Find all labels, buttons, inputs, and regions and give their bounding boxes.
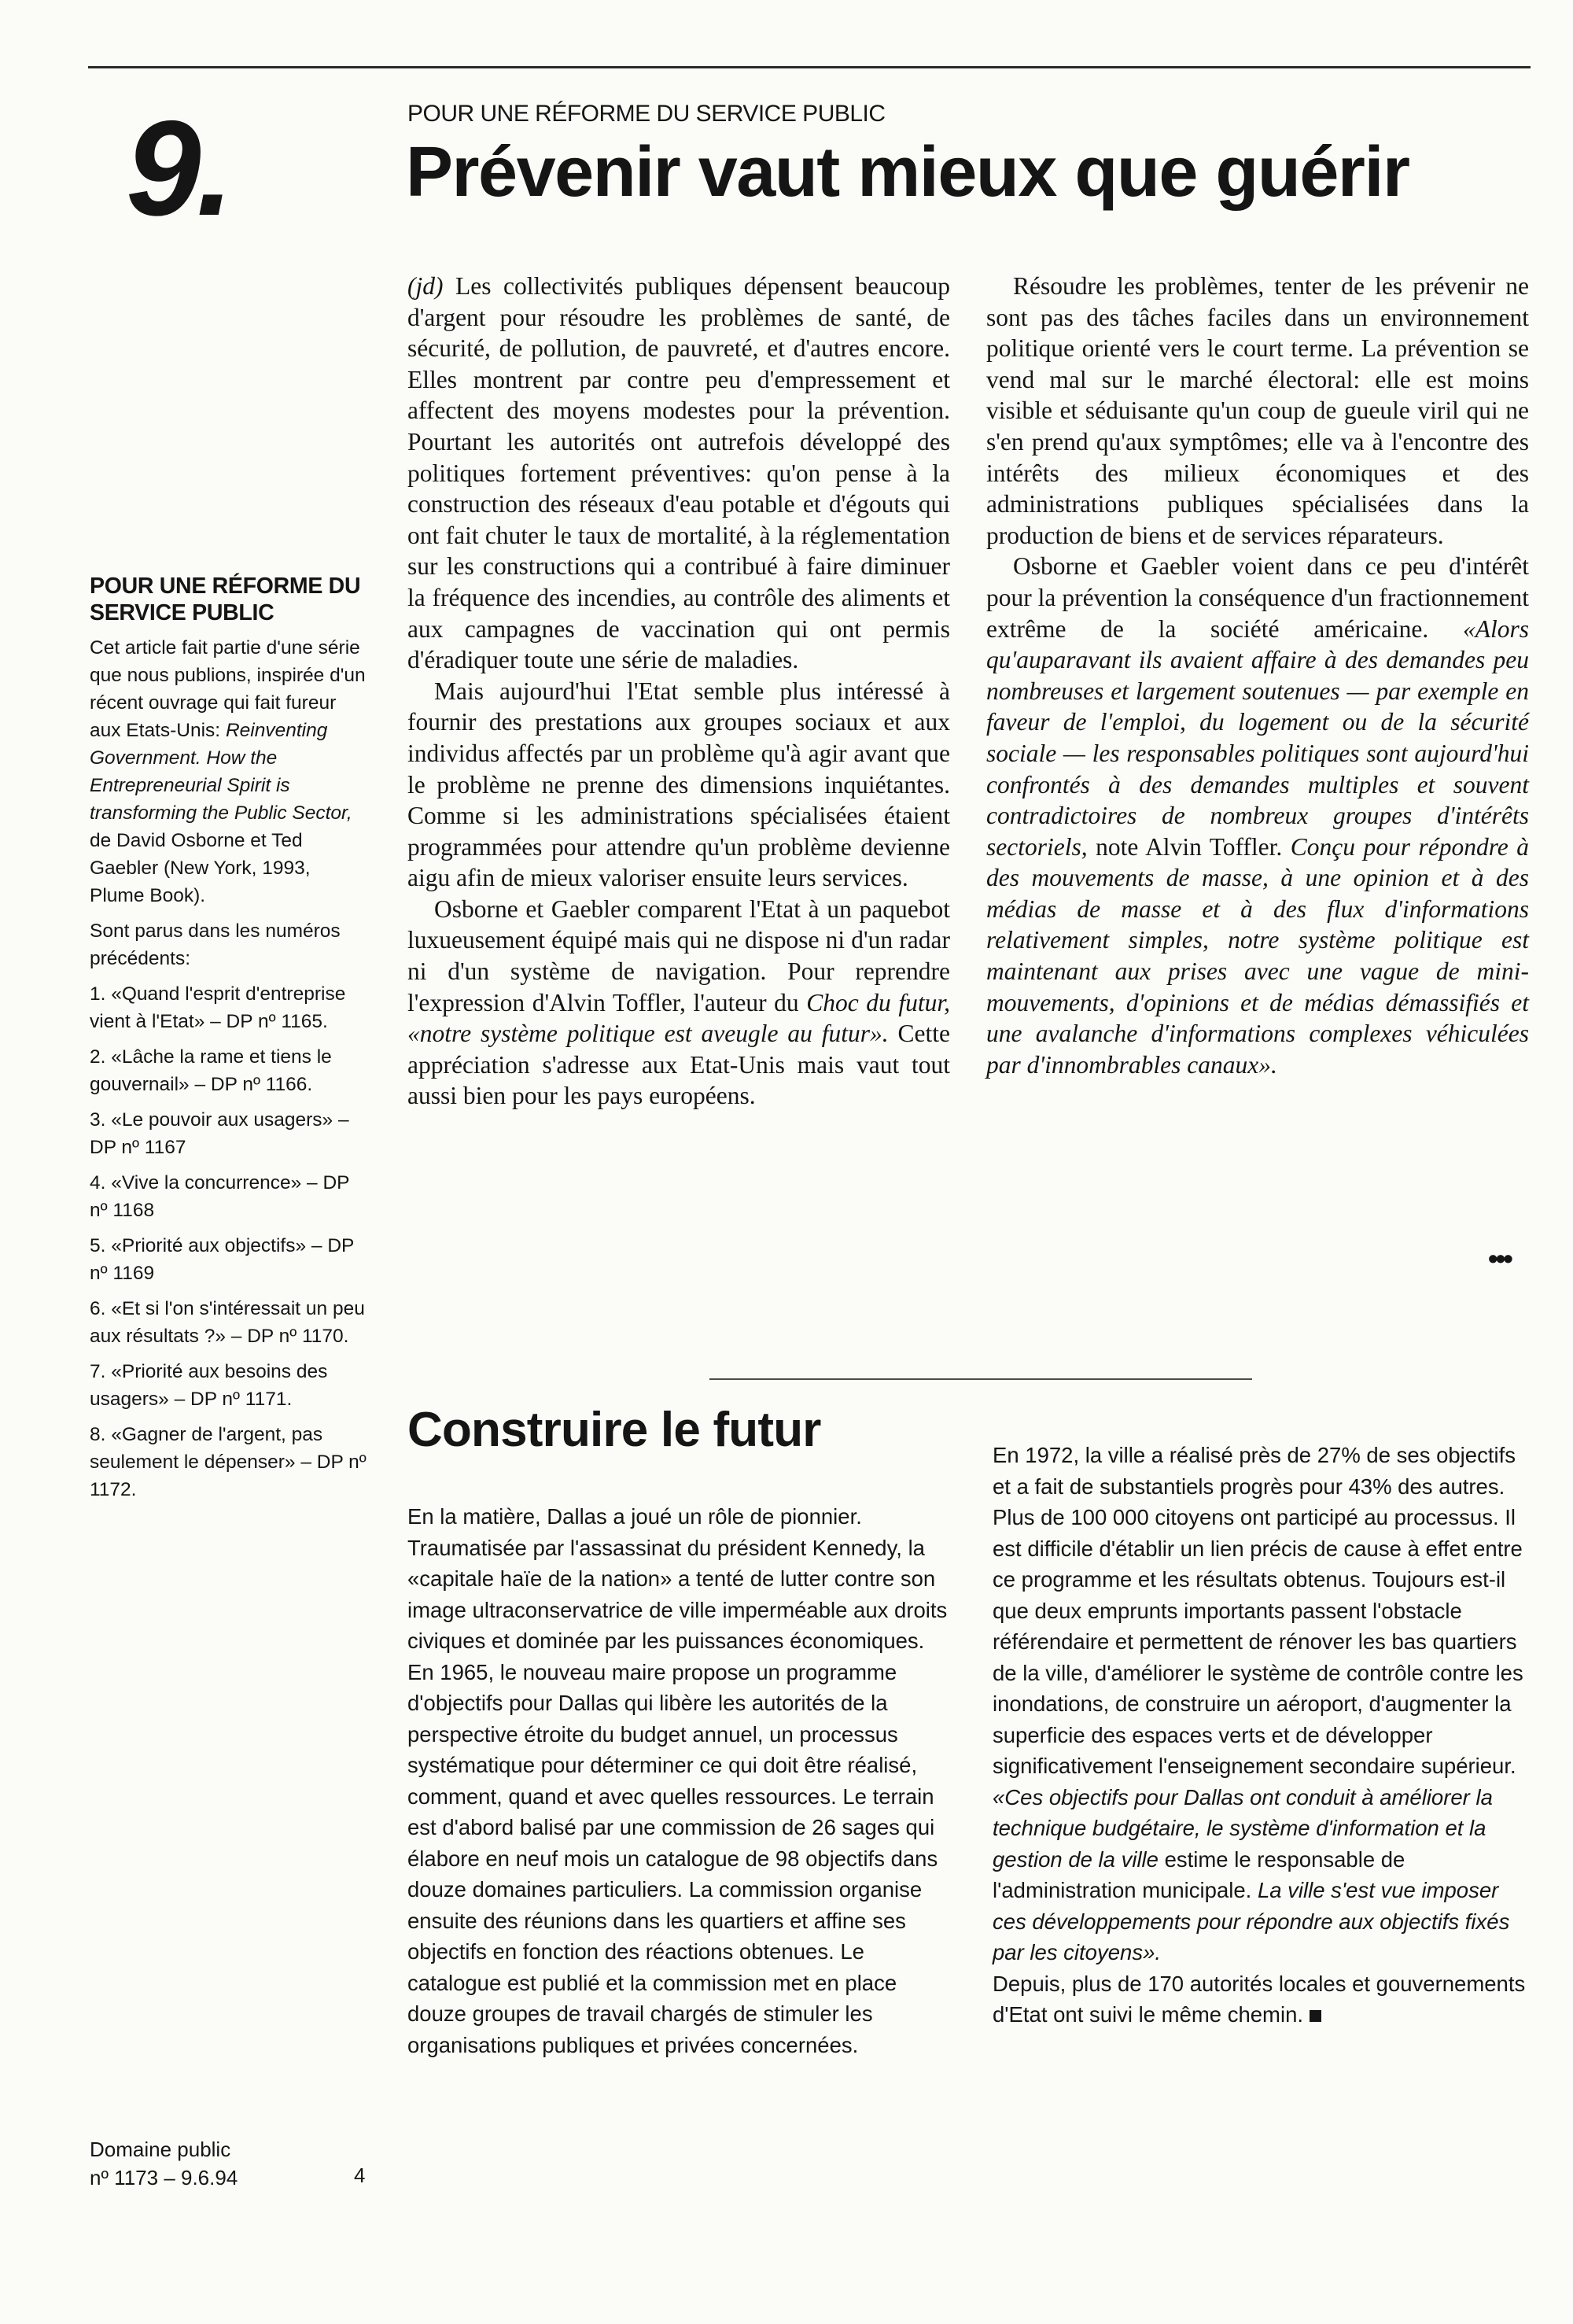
issue-date: nº 1173 – 9.6.94 (90, 2166, 238, 2189)
quote: «Alors qu'auparavant ils avaient affaire à des demandes peu nombreuses et largement soutenues — par exemple en faveur de l'emploi, du logement ou de la sécurité sociale — les responsables politiques sont aujourd'hui confrontés à des demandes multiples et souvent contradictoires de nombreux groupes d'intérêts sectoriels, (986, 614, 1529, 861)
end-mark (1310, 2010, 1321, 2022)
sidebar-intro-text: Cet article fait partie d'une série que nous publions, inspirée d'un récent ouvrage qui fait fureur aux Etats-Unis: (90, 637, 366, 741)
quote: Conçu pour répondre à des mouvements de masse, à une opinion et à des médias de masse et à des flux d'informations relativement simples, notre système politique est maintenant aux prises avec une vague de mini-mouvements, d'opinions et de médias démassifiés et une avalanche d'informations complexes véhiculées par d'innombrables canaux». (986, 832, 1530, 1079)
paragraph-text: En 1972, la ville a réalisé près de 27% de ses objectifs et a fait de substantiels progrès pour 43% des autres. Plus de 100 000 citoyens ont participé au processus. Il est difficile d'établir un lien précis de cause à effet entre ce programme et les résultats obtenus. Toujours est-il que deux emprunts importants passent l'obstacle référendaire et permettent de rénover les bas quartiers de la ville, d'améliorer le système de contrôle contre les inondations, de construire un aéroport, d'augmenter la superficie des espaces verts et de développer significativement l'enseignement secondaire supérieur. (993, 1443, 1523, 1778)
list-item: 8. «Gagner de l'argent, pas seulement le dépenser» – DP nº 1172. (90, 1424, 367, 1500)
paragraph-text: estime le responsable de l'administration municipale. (993, 1846, 1405, 1902)
paragraph-text: Osborne et Gaebler comparent l'Etat à un paquebot luxueusement équipé mais qui ne dispose ni d'un radar ni d'un système de navigation. Pour reprendre l'expression d'Alvin Toffler, l'auteur du (407, 895, 950, 1016)
continued-mark: ••• (1488, 1242, 1511, 1275)
article-paragraph: En la matière, Dallas a joué un rôle de pionnier. Traumatisée par l'assassinat du président Kennedy, la «capitale haïe de la nation» a tenté de lutter contre son image ultraconservatrice de ville imperméable aux droits civiques et dominée par les puissances économiques. (407, 1504, 948, 1653)
article-paragraph (993, 1968, 1535, 2031)
second-article-left-column (407, 1501, 950, 2060)
article-paragraph (993, 1440, 1535, 1968)
series-kicker: POUR UNE RÉFORME DU SERVICE PUBLIC (407, 101, 886, 127)
sidebar-previous-label: Sont parus dans les numéros précédents: (90, 920, 341, 969)
list-item: 1. «Quand l'esprit d'entreprise vient à l'Etat» – DP nº 1165. (90, 983, 346, 1032)
quote: «Ces objectifs pour Dallas ont conduit à améliorer la technique budgétaire, le système d'information et la gestion de la ville (993, 1784, 1493, 1872)
paragraph-text: Osborne et Gaebler voient dans ce peu d'intérêt pour la prévention la conséquence d'un fractionnement extrême de la société américaine. (986, 552, 1529, 643)
sidebar-intro-text: de David Osborne et Ted Gaebler (New York, 1993, Plume Book). (90, 830, 311, 906)
paragraph-text: note Alvin Toffler. (1096, 832, 1283, 861)
paragraph-text: Depuis, plus de 170 autorités locales et gouvernements d'Etat ont suivi le même chemin. (993, 1971, 1526, 2027)
sidebar-heading: POUR UNE RÉFORME DU SERVICE PUBLIC (90, 574, 361, 625)
publication-name: Domaine public (90, 2138, 231, 2161)
issue-number: 9. (126, 93, 230, 244)
page-title: Prévenir vaut mieux que guérir (406, 133, 1409, 212)
book-title: Choc du futur, (806, 988, 950, 1016)
main-article-left-column (407, 271, 950, 1112)
quote: La ville s'est vue imposer ces développements pour répondre aux objectifs fixés par les citoyens». (993, 1878, 1510, 1964)
quote: «notre système politique est aveugle au futur». (407, 1020, 889, 1048)
second-article-right-column (993, 1440, 1535, 2031)
sidebar-intro (90, 634, 367, 909)
list-item: 6. «Et si l'on s'intéressait un peu aux résultats ?» – DP nº 1170. (90, 1298, 365, 1347)
article-paragraph: Mais aujourd'hui l'Etat semble plus intéressé à fournir des prestations aux groupes sociaux et aux individus affectés par un problème qu'à agir avant que le problème ne prenne des dimensions inquiétantes. Comme si les administrations spécialisées étaient programmées pour attendre qu'un problème devienne aigu afin de mieux valoriser ensuite leurs services. (407, 677, 950, 892)
article-paragraph: En 1965, le nouveau maire propose un programme d'objectifs pour Dallas qui libère les autorités de la perspective étroite du budget annuel, un processus systématique pour déterminer ce qui doit être réalisé, comment, quand et avec quelles ressources. Le terrain est d'abord balisé par une commission de 26 sages qui élabore en neuf mois un catalogue de 98 objectifs dans douze domaines particuliers. La commission organise ensuite des réunions dans les quartiers et affine ses objectifs en fonction des réactions obtenues. Le catalogue est publié et la commission met en place douze groupes de travail chargés de stimuler les organisations publiques et privées concernées. (407, 1659, 938, 2057)
footer (90, 2135, 238, 2192)
second-article-title: Construire le futur (407, 1403, 821, 1457)
article-paragraph (407, 271, 950, 676)
list-item: 7. «Priorité aux besoins des usagers» – DP nº 1171. (90, 1361, 328, 1410)
author-initials: (jd) (407, 272, 444, 300)
previous-issues-list (90, 980, 367, 1503)
list-item: 4. «Vive la concurrence» – DP nº 1168 (90, 1172, 350, 1221)
book-title: Reinventing Government. How the Entrepreneurial Spirit is transforming the Public Sector, (90, 720, 352, 824)
top-rule (88, 66, 1531, 68)
list-item: 2. «Lâche la rame et tiens le gouvernail» – DP nº 1166. (90, 1046, 332, 1095)
paragraph-text: Les collectivités publiques dépensent beaucoup d'argent pour résoudre les problèmes de santé, de sécurité, de pollution, de pauvreté, et d'autres encore. Elles montrent par contre peu d'empressement et affectent des moyens modestes pour la prévention. Pourtant les autorités ont autrefois développé des politiques fortement préventives: qu'on pense à la construction des réseaux d'eau potable et d'égouts qui ont fait chuter le taux de mortalité, à la réglementation sur les constructions qui a contribué à faire diminuer la fréquence des incendies, au contrôle des aliments et aux campagnes de vaccination qui ont permis d'éradiquer toute une série de maladies. (407, 272, 950, 674)
list-item: 3. «Le pouvoir aux usagers» – DP nº 1167 (90, 1109, 349, 1158)
article-paragraph: Résoudre les problèmes, tenter de les prévenir ne sont pas des tâches faciles dans un environnement politique orienté vers le court terme. La prévention se vend mal sur le marché électoral: elle est moins visible et séduisante qu'un coup de gueule viril qui ne s'en prend qu'aux symptômes; elle va à l'encontre des intérêts des milieux économiques et des administrations publiques spécialisées dans la production de biens et de services réparateurs. (986, 272, 1529, 549)
main-article-right-column (986, 271, 1529, 1080)
list-item: 5. «Priorité aux objectifs» – DP nº 1169 (90, 1235, 354, 1284)
section-divider (709, 1378, 1252, 1380)
page-number: 4 (354, 2164, 366, 2187)
series-sidebar (90, 573, 367, 1511)
article-paragraph (407, 894, 950, 1112)
paragraph-text: Cette appréciation s'adresse aux Etat-Unis mais vaut tout aussi bien pour les pays européens. (407, 1020, 950, 1110)
article-paragraph (986, 551, 1529, 1080)
